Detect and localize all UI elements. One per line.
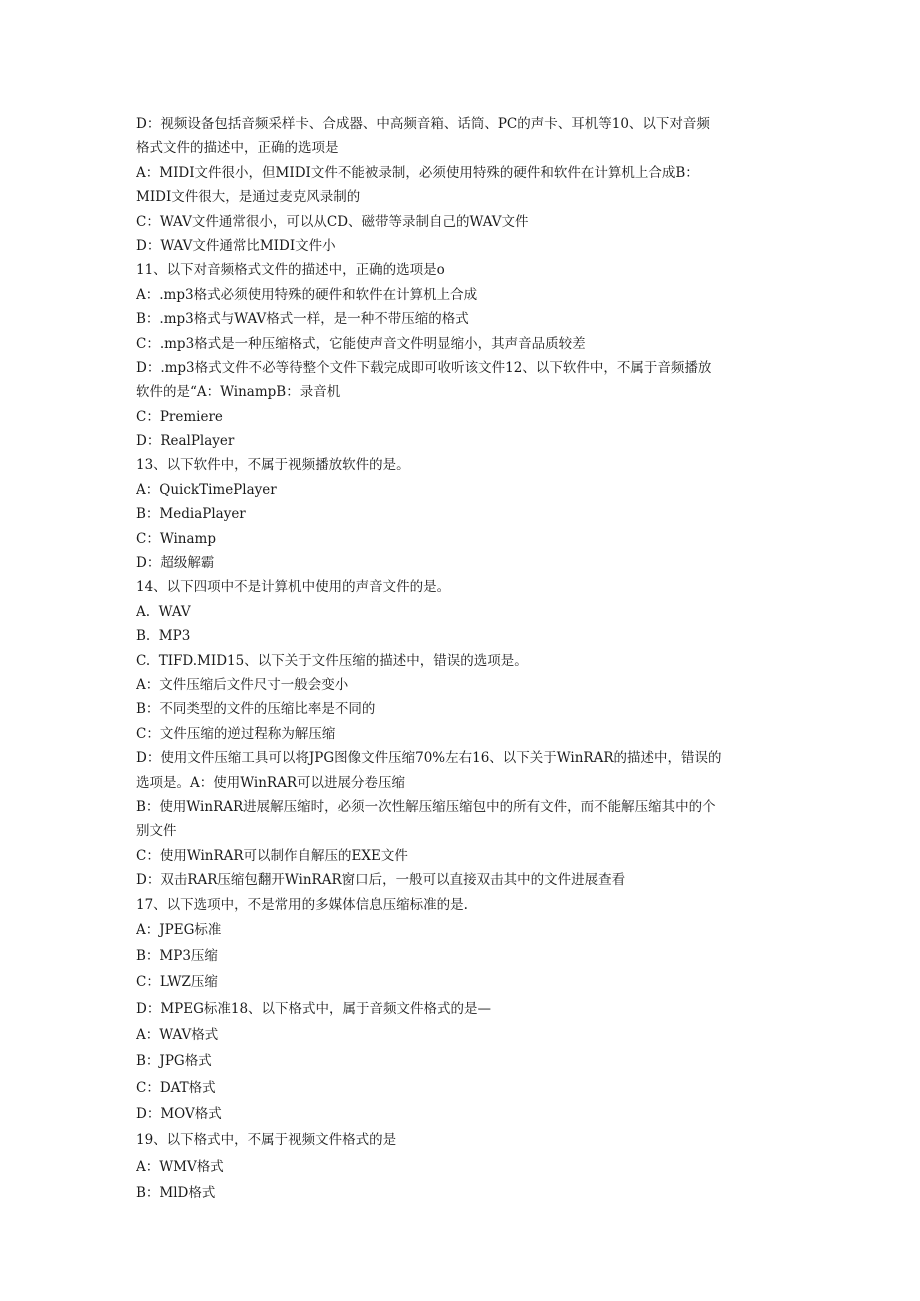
text-line: D：MOV格式	[136, 1105, 222, 1122]
question-19: 19、以下格式中，不属于视频文件格式的是	[136, 1132, 397, 1149]
text-line: 选项是。A：使用WinRAR可以进展分卷压缩	[136, 774, 405, 791]
text-line: D：双击RAR压缩包翻开WinRAR窗口后，一般可以直接双击其中的文件进展查看	[136, 872, 626, 889]
text-line: C. TIFD.MID15、以下关于文件压缩的描述中，错误的选项是。	[136, 652, 528, 669]
text-line: D：.mp3格式文件不必等待整个文件下载完成即可收听该文件12、以下软件中，不属于音频播放	[136, 359, 712, 376]
text-line: B：MediaPlayer	[136, 506, 246, 523]
text-line: B：.mp3格式与WAV格式一样，是一种不带压缩的格式	[136, 311, 469, 328]
text-line: A：文件压缩后文件尺寸一般会变小	[136, 676, 349, 693]
text-line: D：RealPlayer	[136, 433, 235, 450]
text-line: B：JPG格式	[136, 1053, 212, 1070]
text-line: A. WAV	[136, 603, 191, 620]
text-line: D：WAV文件通常比MIDI文件小	[136, 237, 336, 254]
text-line: MIDI文件很大，是通过麦克风录制的	[136, 189, 361, 206]
text-line: B. MP3	[136, 628, 191, 645]
text-line: C：Winamp	[136, 530, 216, 547]
text-line: C：LWZ压缩	[136, 974, 218, 991]
text-line: A：JPEG标准	[136, 921, 222, 938]
text-line: 格式文件的描述中，正确的选项是	[136, 140, 339, 157]
text-line: C：文件压缩的逆过程称为解压缩	[136, 725, 336, 742]
text-line: A：.mp3格式必须使用特殊的硬件和软件在计算机上合成	[136, 286, 478, 303]
document-body	[136, 112, 786, 1206]
text-line: A：MIDI文件很小，但MIDI文件不能被录制，必须使用特殊的硬件和软件在计算机上合成B：	[136, 164, 699, 181]
question-11: 11、以下对音频格式文件的描述中，正确的选项是o	[136, 262, 445, 279]
text-line: A：WMV格式	[136, 1158, 224, 1175]
text-line: C：DAT格式	[136, 1079, 216, 1096]
question-14: 14、以下四项中不是计算机中使用的声音文件的是。	[136, 579, 451, 596]
text-line: 别文件	[136, 823, 177, 840]
question-17: 17、以下选项中，不是常用的多媒体信息压缩标准的是.	[136, 896, 468, 913]
text-line: A：QuickTimePlayer	[136, 481, 277, 498]
text-line: B：MP3压缩	[136, 948, 218, 965]
text-line: C：WAV文件通常很小，可以从CD、磁带等录制自己的WAV文件	[136, 213, 529, 230]
text-line: D：使用文件压缩工具可以将JPG图像文件压缩70%左右16、以下关于WinRAR的描述中，错误的	[136, 750, 722, 767]
text-line: 软件的是“A：WinampB：录音机	[136, 384, 341, 401]
text-line: D：视频设备包括音频采样卡、合成器、中高频音箱、话筒、PC的声卡、耳机等10、以下对音频	[136, 116, 710, 132]
text-line: A：WAV格式	[136, 1027, 219, 1044]
text-line: B：MlD格式	[136, 1184, 216, 1201]
text-line: D：超级解霸	[136, 555, 215, 572]
question-13: 13、以下软件中，不属于视频播放软件的是。	[136, 457, 410, 474]
text-line: C：使用WinRAR可以制作自解压的EXE文件	[136, 847, 408, 864]
text-line: D：MPEG标准18、以下格式中，属于音频文件格式的是—	[136, 1000, 492, 1017]
text-line: C：Premiere	[136, 408, 223, 425]
text-line: B：使用WinRAR进展解压缩时，必须一次性解压缩压缩包中的所有文件，而不能解压缩其中的个	[136, 798, 716, 815]
text-line: B：不同类型的文件的压缩比率是不同的	[136, 701, 376, 718]
text-line: C：.mp3格式是一种压缩格式，它能使声音文件明显缩小，其声音品质较差	[136, 335, 586, 352]
